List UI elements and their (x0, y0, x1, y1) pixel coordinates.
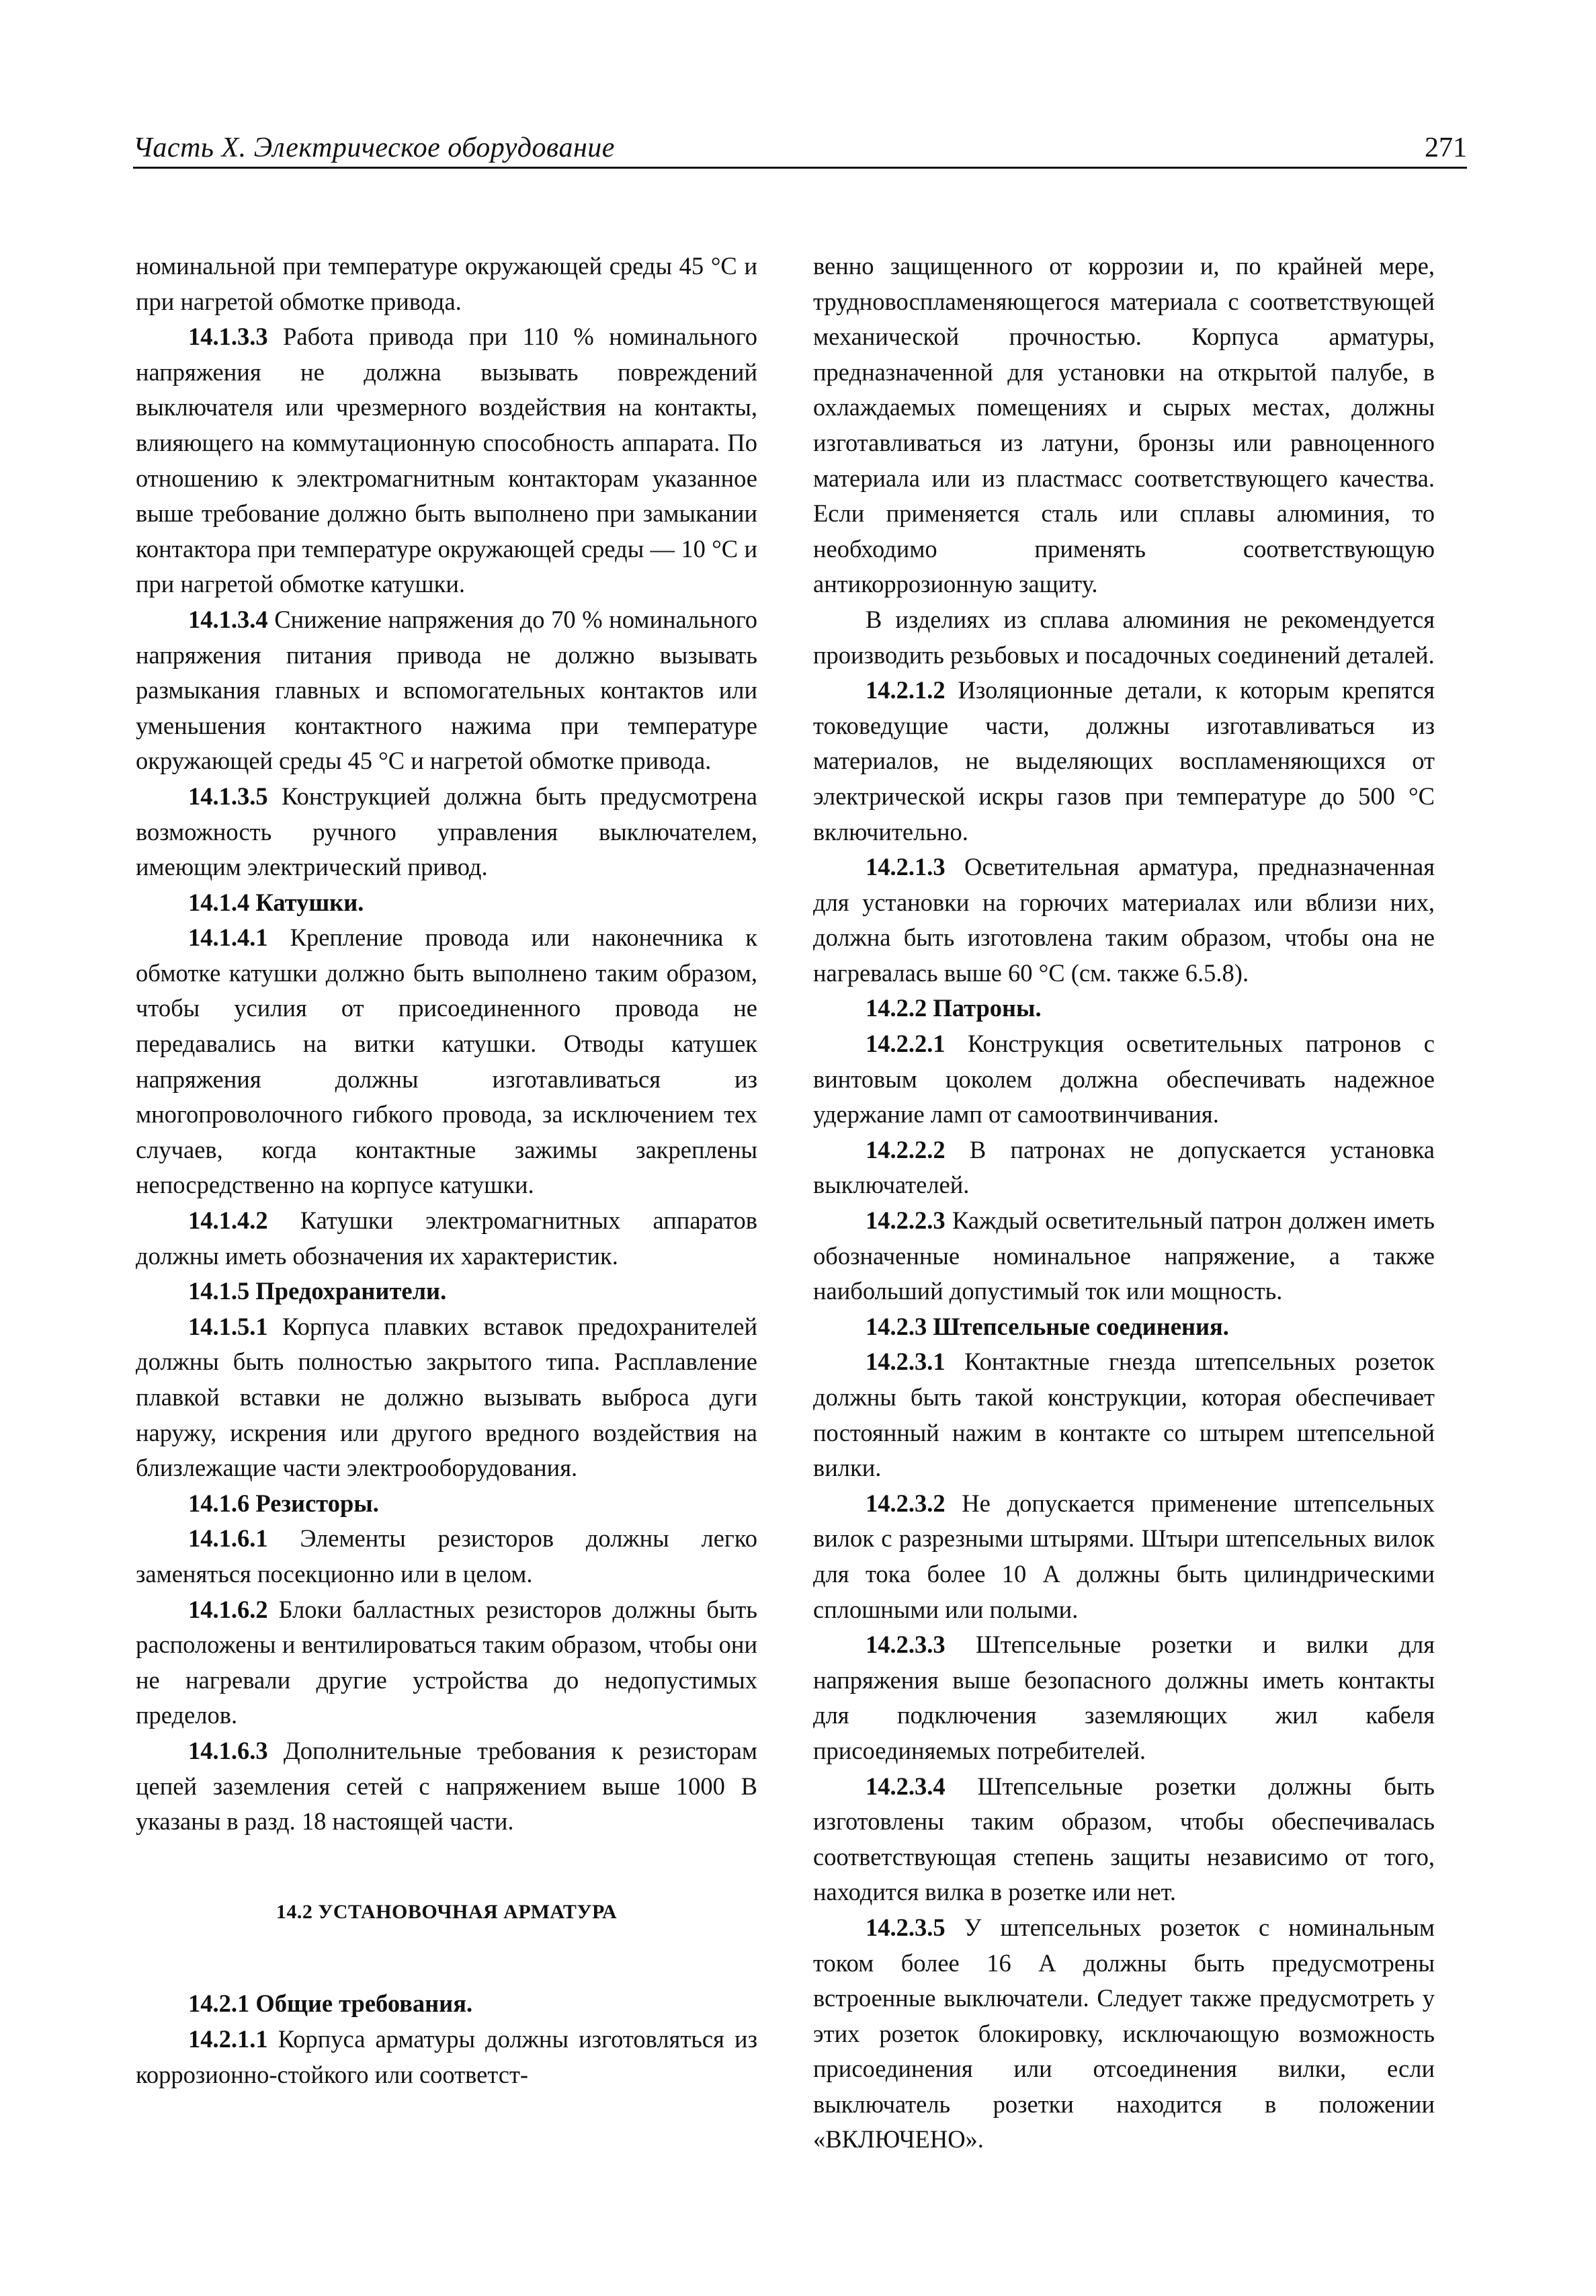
paragraph: В изделиях из сплава алюминия не рекомендуется производить резьбовых и посадочных соединений деталей. (813, 605, 1435, 669)
paragraph: 14.1.3.4 Снижение напряжения до 70 % номинального напряжения питания привода не должно вызывать размыкания главных и вспомогательных контактов или уменьшения контактного нажима при температуре окружающей среды 45 °С и нагретой обмотке привода. (136, 605, 757, 775)
paragraph: 14.2.3.2 Не допускается применение штепсельных вилок с разрезными штырями. Штыри штепсельных вилок для тока более 10 А должны быть цилиндрическими сплошными или полыми. (813, 1489, 1435, 1623)
paragraph: 14.2.2.1 Конструкция осветительных патронов с винтовым цоколем должна обеспечивать надежное удержание ламп от самоотвинчивания. (813, 1030, 1435, 1129)
page-header (133, 129, 1467, 169)
paragraph: 14.1.6.1 Элементы резисторов должны легко заменяться посекционно или в целом. (136, 1524, 757, 1588)
subsection-heading: 14.2.1 Общие требования. (188, 1990, 473, 2018)
paragraph: номинальной при температуре окружающей среды 45 °С и при нагретой обмотке привода. (136, 252, 757, 315)
subsection-heading: 14.2.2 Патроны. (866, 994, 1042, 1022)
paragraph: 14.2.1.1 Корпуса арматуры должны изготовляться из коррозионно-стойкого или соответст- (136, 2024, 757, 2088)
paragraph: 14.2.2.2 В патронах не допускается установка выключателей. (813, 1135, 1435, 1199)
paragraph: 14.2.1.2 Изоляционные детали, к которым крепятся токоведущие части, должны изготавливаться из материалов, не выделяющих воспламеняющихся от электрической искры газов при температуре до 500 °С включительно. (813, 676, 1435, 846)
subsection-heading: 14.2.3 Штепсельные соединения. (866, 1312, 1229, 1340)
paragraph: 14.1.4.1 Крепление провода или наконечника к обмотке катушки должно быть выполнено таким образом, чтобы усилия от присоединенного провода не передавались на витки катушки. Отводы катушек напряжения должны изготавливаться из многопроволочного гибкого провода, за исключением тех случаев, когда контактные зажимы закреплены непосредственно на корпусе катушки. (136, 924, 757, 1199)
header-title: Часть X. Электрическое оборудование (133, 132, 615, 163)
paragraph: 14.2.3.5 У штепсельных розеток с номинальным током более 16 А должны быть предусмотрены встроенные выключатели. Следует также предусмотреть у этих розеток блокировку, исключающую возможность присоединения или отсоединения вилки, если выключатель розетки находится в положении «ВКЛЮЧЕНО». (813, 1913, 1435, 2154)
paragraph: 14.2.2.3 Каждый осветительный патрон должен иметь обозначенные номинальное напряжение, а также наибольший допустимый ток или мощность. (813, 1206, 1435, 1305)
subsection-heading: 14.1.6 Резисторы. (188, 1489, 379, 1517)
paragraph: 14.1.6.3 Дополнительные требования к резисторам цепей заземления сетей с напряжением выше 1000 В указаны в разд. 18 настоящей части. (136, 1736, 757, 1836)
paragraph: 14.1.3.3 Работа привода при 110 % номинального напряжения не должна вызывать повреждений выключателя или чрезмерного воздействия на контакты, влияющего на коммутационную способность аппарата. По отношению к электромагнитным контакторам указанное выше требование должно быть выполнено при замыкании контактора при температуре окружающей среды — 10 °С и при нагретой обмотке катушки. (136, 323, 757, 598)
paragraph: 14.1.6.2 Блоки балластных резисторов должны быть расположены и вентилироваться таким образом, чтобы они не нагревали другие устройства до недопустимых пределов. (136, 1595, 757, 1729)
paragraph: 14.1.3.5 Конструкцией должна быть предусмотрена возможность ручного управления выключателем, имеющим электрический привод. (136, 782, 757, 881)
paragraph: венно защищенного от коррозии и, по крайней мере, трудновоспламеняющегося материала с соответствующей механической прочностью. Корпуса арматуры, предназначенной для установки на открытой палубе, в охлаждаемых помещениях и сырых местах, должны изготавливаться из латуни, бронзы или равноценного материала или из пластмасс соответствующего качества. Если применяется сталь или сплавы алюминия, то необходимо применять соответствующую антикоррозионную защиту. (813, 252, 1435, 598)
paragraph: 14.2.3.3 Штепсельные розетки и вилки для напряжения выше безопасного должны иметь контакты для подключения заземляющих жил кабеля присоединяемых потребителей. (813, 1631, 1435, 1764)
paragraph: 14.2.3.1 Контактные гнезда штепсельных розеток должны быть такой конструкции, которая обеспечивает постоянный нажим в контакте со штырем штепсельной вилки. (813, 1348, 1435, 1482)
subsection-heading: 14.1.5 Предохранители. (188, 1277, 447, 1305)
paragraph: 14.2.1.3 Осветительная арматура, предназначенная для установки на горючих материалах или вблизи них, должна быть изготовлена таким образом, чтобы она не нагревалась выше 60 °С (см. также 6.5.8). (813, 853, 1435, 987)
right-column (813, 249, 1435, 2158)
paragraph: 14.1.5.1 Корпуса плавких вставок предохранителей должны быть полностью закрытого типа. Расплавление плавкой вставки не должно вызывать выброса дуги наружу, искрения или другого вредного воздействия на близлежащие части электрооборудования. (136, 1312, 757, 1482)
paragraph: 14.1.4.2 Катушки электромагнитных аппаратов должны иметь обозначения их характеристик. (136, 1206, 757, 1270)
left-column (136, 249, 757, 2092)
page-number: 271 (1425, 132, 1467, 163)
subsection-heading: 14.1.4 Катушки. (188, 888, 364, 916)
paragraph: 14.2.3.4 Штепсельные розетки должны быть изготовлены таким образом, чтобы обеспечивалась соответствующая степень защиты независимо от того, находится вилка в розетке или нет. (813, 1772, 1435, 1906)
section-title: 14.2 УСТАНОВОЧНАЯ АРМАТУРА (276, 1900, 618, 1923)
